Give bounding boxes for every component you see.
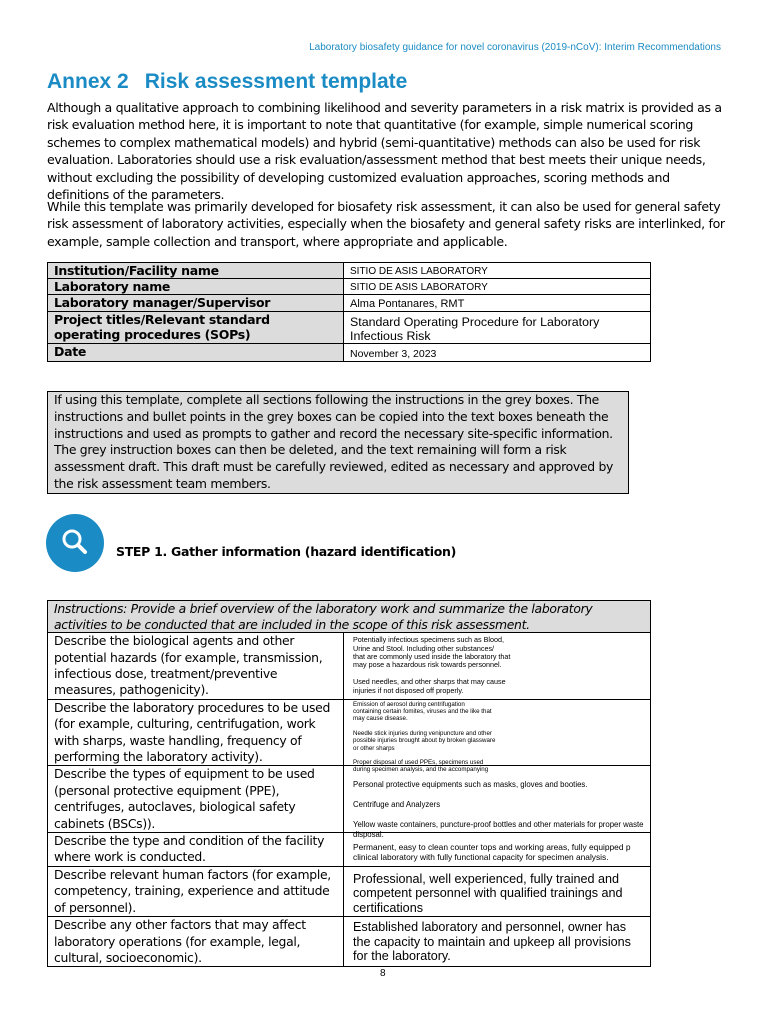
step1-instructions: Instructions: Provide a brief overview of the laboratory work and summarize the laboratory activities to be conducted that are included in the scope of this risk assessment. [48, 601, 651, 633]
facility-info-table [47, 262, 651, 362]
table-row [48, 312, 651, 344]
magnifier-icon [46, 514, 104, 572]
question-cell: Describe relevant human factors (for example, competency, training, experience and attitude of personnel). [48, 866, 344, 916]
answer-cell[interactable] [344, 833, 651, 867]
annex-title [47, 70, 407, 94]
info-label: Project titles/Relevant standard operating procedures (SOPs) [48, 312, 344, 344]
question-cell: Describe any other factors that may affect laboratory operations (for example, legal, cultural, socioeconomic). [48, 917, 344, 967]
info-value[interactable]: Alma Pontanares, RMT [344, 295, 651, 312]
answer-cell[interactable] [344, 766, 651, 840]
answer-text: Established laboratory and personnel, owner has the capacity to maintain and upkeep all provisions for the laboratory. [353, 920, 635, 963]
table-row [48, 601, 651, 633]
answer-text: Professional, well experienced, fully trained and competent personnel with qualified trainings and certifications [353, 871, 627, 915]
question-cell: Describe the laboratory procedures to be used (for example, culturing, centrifugation, work with sharps, waste handling, frequency of performing the laboratory activity). [48, 699, 344, 766]
table-row [48, 263, 651, 279]
question-cell: Describe the type and condition of the facility where work is conducted. [48, 833, 344, 867]
answer-cell[interactable] [344, 699, 651, 774]
info-label: Laboratory name [48, 279, 344, 295]
question-cell: Describe the types of equipment to be used (personal protective equipment (PPE), centrifuges, autoclaves, biological safety cabinets (BSCs)). [48, 766, 344, 833]
template-instructions-box: If using this template, complete all sections following the instructions in the grey boxes. The instructions and bullet points in the grey boxes can be copied into the text boxes beneath the instructions and used as prompts to gather and record the necessary site-specific information. The grey instruction boxes can then be deleted, and the text remaining will form a risk assessment draft. This draft must be carefully reviewed, edited as necessary and approved by the risk assessment team members. [47, 391, 629, 494]
annex-name: Risk assessment template [144, 70, 408, 93]
table-row [48, 344, 651, 362]
info-value[interactable]: SITIO DE ASIS LABORATORY [344, 279, 651, 295]
info-label: Laboratory manager/Supervisor [48, 295, 344, 312]
answer-text: Personal protective equipments such as masks, gloves and booties. Centrifuge and Analyzers Yellow waste containers, puncture-proof bottles and other materials for proper waste disposal. [353, 780, 644, 840]
table-row [48, 633, 651, 700]
step1-title: STEP 1. Gather information (hazard identification) [116, 544, 456, 559]
table-row [48, 699, 651, 766]
annex-number: Annex 2 [47, 70, 129, 93]
page-number: 8 [380, 968, 386, 979]
table-row [48, 295, 651, 312]
info-label: Institution/Facility name [48, 263, 344, 279]
table-row [48, 917, 651, 967]
answer-cell[interactable] [344, 633, 651, 700]
answer-text: Potentially infectious specimens such as Blood, Urine and Stool. Including other substances/ that are commonly used inside the laboratory that may pose a hazardous risk towards personnel. Used needles, and other sharps that may cause injuries if not disposed off properly. [353, 635, 511, 695]
intro-paragraph-2: While this template was primarily developed for biosafety risk assessment, it can also be used for general safety risk assessment of laboratory activities, especially when the biosafety and general safety risks are interlinked, for example, sample collection and transport, where appropriate and applicable. [47, 199, 725, 249]
answer-cell[interactable] [344, 917, 651, 967]
table-row [48, 833, 651, 867]
info-value[interactable]: Standard Operating Procedure for Laboratory Infectious Risk [344, 312, 651, 344]
table-row [48, 766, 651, 833]
answer-text: Emission of aerosol during centrifugation containing certain fomites, viruses and the like that may cause disease. Needle stick injuries during venipuncture and other possible injuries brought about by broken glassware or other sharps Proper disposal of used PPEs, specimens used during specimen analysis, and the accompanying [353, 700, 496, 774]
answer-text: Permanent, easy to clean counter tops and working areas, fully equipped p clinical laboratory with fully functional capacity for specimen analysis. [353, 842, 631, 863]
intro-paragraph-1: Although a qualitative approach to combining likelihood and severity parameters in a risk matrix is provided as a risk evaluation method here, it is important to note that quantitative (for example, simple numerical scoring schemes to complex mathematical models) and hybrid (semi-quantitative) methods can also be used for risk evaluation. Laboratories should use a risk evaluation/assessment method that best meets their unique needs, without excluding the possibility of developing customized evaluation approaches, scoring methods and definitions of the parameters. [47, 100, 722, 203]
step1-table [47, 600, 651, 967]
info-label: Date [48, 344, 344, 362]
question-cell: Describe the biological agents and other potential hazards (for example, transmission, infectious dose, treatment/preventive measures, pathogenicity). [48, 633, 344, 700]
table-row [48, 866, 651, 916]
info-value[interactable]: SITIO DE ASIS LABORATORY [344, 263, 651, 279]
info-value[interactable]: November 3, 2023 [344, 344, 651, 362]
running-header: Laboratory biosafety guidance for novel coronavirus (2019-nCoV): Interim Recommendations [309, 42, 721, 53]
answer-cell[interactable] [344, 866, 651, 916]
table-row [48, 279, 651, 295]
